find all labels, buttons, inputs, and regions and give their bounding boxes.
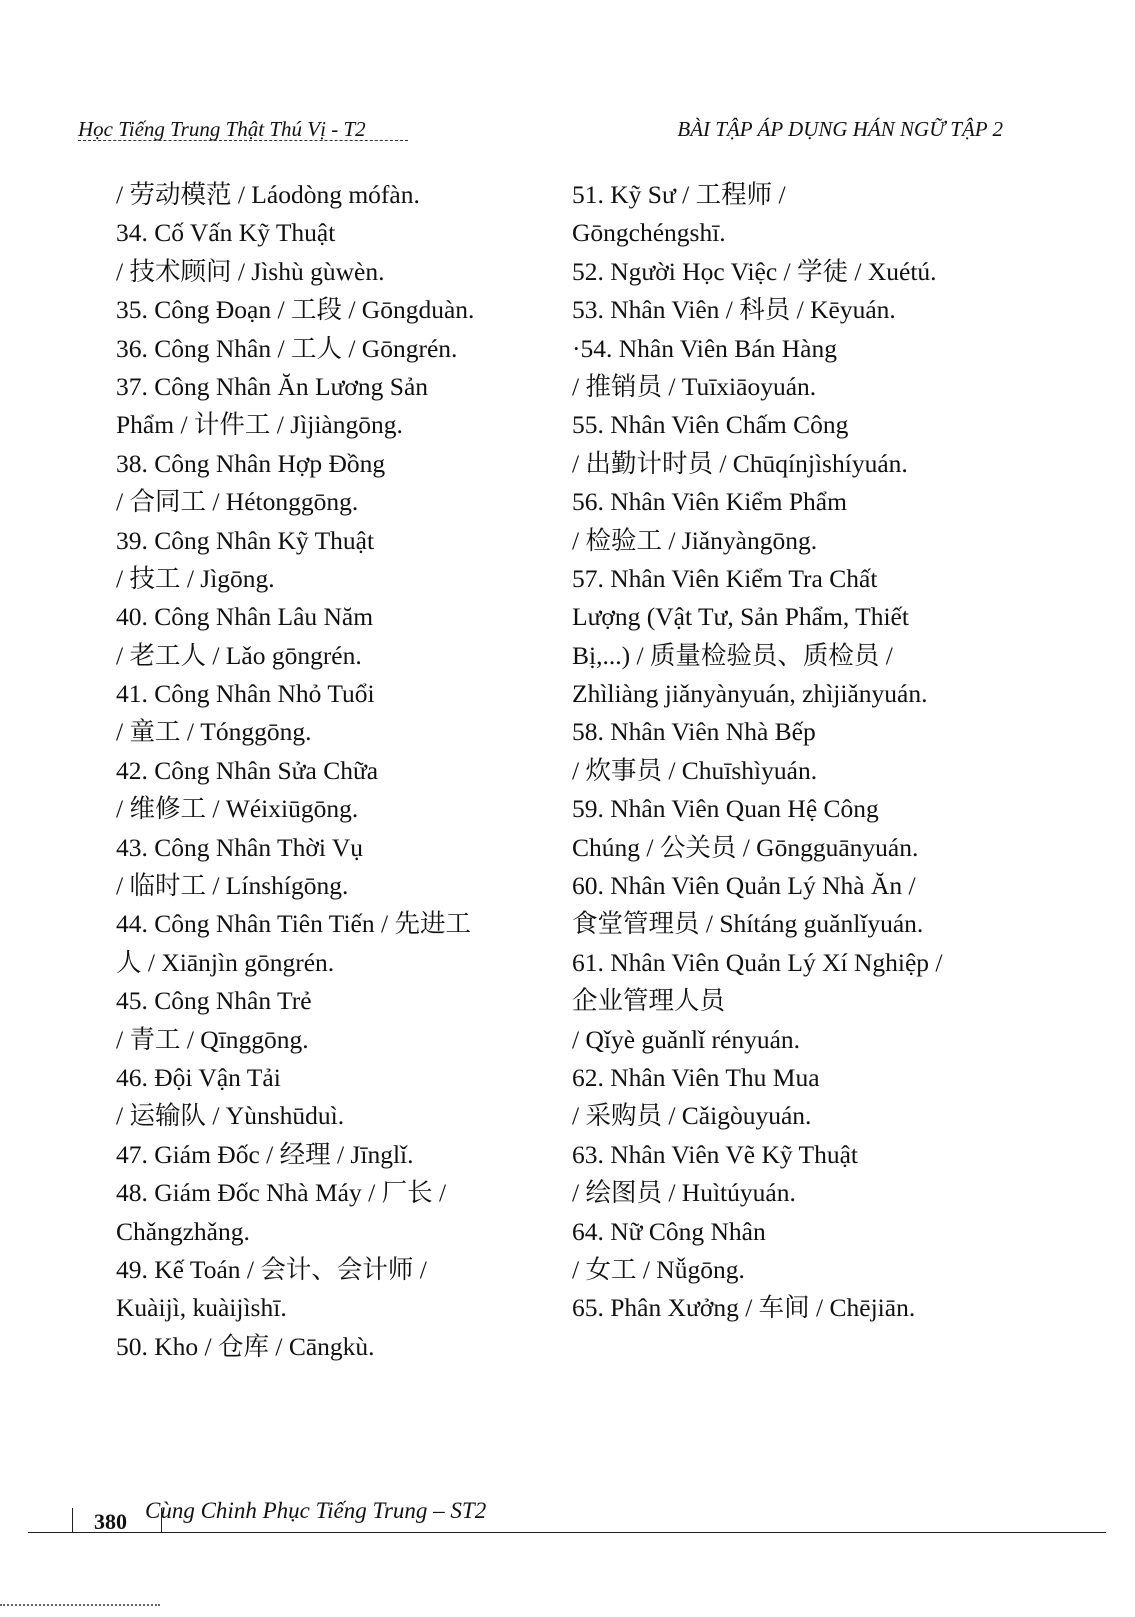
vocab-line: 50. Kho / 仓库 / Cāngkù. [116,1331,375,1361]
vocab-line: Phẩm / 计件工 / Jìjiàngōng. [116,410,403,440]
right-column [572,176,1002,1328]
vocab-line: / 出勤计时员 / Chūqínjìshíyuán. [572,448,908,478]
vocab-line: / 炊事员 / Chuīshìyuán. [572,755,818,785]
vocab-line: 41. Công Nhân Nhỏ Tuổi [116,679,375,709]
footer-title: Cùng Chinh Phục Tiếng Trung – ST2 [145,1498,487,1523]
vocab-line: 43. Công Nhân Thời Vụ [116,832,364,862]
vocab-line: 64. Nữ Công Nhân [572,1216,766,1246]
vocab-line: / 女工 / Nǚgōng. [572,1254,745,1284]
vocab-line: Gōngchéngshī. [572,218,726,248]
vocab-line: / 合同工 / Hétonggōng. [116,487,359,517]
vocab-line: / 青工 / Qīnggōng. [116,1024,309,1054]
vocab-line: 食堂管理员 / Shítáng guǎnlǐyuán. [572,909,924,939]
vocab-line: 45. Công Nhân Trẻ [116,986,312,1016]
vocab-line: Zhìliàng jiǎnyànyuán, zhìjiǎnyuán. [572,679,928,709]
vocab-line: / 劳动模范 / Láodòng mófàn. [116,180,420,209]
vocab-line: / Qǐyè guǎnlǐ rényuán. [572,1024,801,1054]
header-underline [78,140,408,141]
vocab-line: 36. Công Nhân / 工人 / Gōngrén. [116,333,458,363]
vocab-line: 59. Nhân Viên Quan Hệ Công [572,794,879,824]
vocab-line: 47. Giám Đốc / 经理 / Jīnglǐ. [116,1139,414,1169]
vocab-line: 48. Giám Đốc Nhà Máy / 厂长 / [116,1178,447,1208]
vocab-line: 34. Cố Vấn Kỹ Thuật [116,218,336,248]
vocab-line: 62. Nhân Viên Thu Mua [572,1062,820,1092]
vocab-line: 39. Công Nhân Kỹ Thuật [116,525,375,555]
vocab-line: 38. Công Nhân Hợp Đồng [116,448,386,478]
vocab-line: 44. Công Nhân Tiên Tiến / 先进工 [116,909,471,939]
vocab-line: 40. Công Nhân Lâu Năm [116,602,374,632]
vocab-line: 61. Nhân Viên Quản Lý Xí Nghiệp / [572,947,943,977]
vocab-line: / 检验工 / Jiǎnyàngōng. [572,525,818,555]
vocab-line: 56. Nhân Viên Kiểm Phẩm [572,487,847,517]
vocab-line: 53. Nhân Viên / 科员 / Kēyuán. [572,295,896,325]
vocab-line: Chǎngzhǎng. [116,1216,250,1246]
vocab-line: 55. Nhân Viên Chấm Công [572,410,849,440]
vocab-line: / 绘图员 / Huìtúyuán. [572,1178,796,1208]
vocab-line: 51. Kỹ Sư / 工程师 / [572,180,786,209]
vocab-line: Chúng / 公关员 / Gōngguānyuán. [572,832,919,862]
vocab-line: / 技工 / Jìgōng. [116,563,275,593]
vocab-line: Lượng (Vật Tư, Sản Phẩm, Thiết [572,602,909,632]
running-header-right: BÀI TẬP ÁP DỤNG HÁN NGỮ TẬP 2 [677,117,1003,141]
vocab-line: 52. Người Học Việc / 学徒 / Xuétú. [572,256,937,286]
vocab-line: Kuàijì, kuàijìshī. [116,1293,287,1323]
vocab-line: / 维修工 / Wéixiūgōng. [116,794,359,824]
footer-rule [28,1532,1106,1533]
vocab-line: 49. Kế Toán / 会计、会计师 / [116,1254,427,1284]
vocab-line: 46. Đội Vận Tải [116,1062,281,1092]
vocab-line: / 临时工 / Línshígōng. [116,871,349,901]
running-header-left: Học Tiếng Trung Thật Thú Vị - T2 [78,117,366,141]
vocab-line: 企业管理人员 [572,986,726,1016]
page-number: 380 [94,1509,127,1534]
vocab-line: / 推销员 / Tuīxiāoyuán. [572,371,817,401]
vocab-line: Bị,...) / 质量检验员、质检员 / [572,640,893,670]
scan-edge-marks [0,1604,160,1612]
vocab-line: 57. Nhân Viên Kiểm Tra Chất [572,563,878,593]
vocab-line: ·54. Nhân Viên Bán Hàng [572,333,837,363]
vocab-line: / 采购员 / Cǎigòuyuán. [572,1101,812,1131]
vocab-line: 65. Phân Xưởng / 车间 / Chējiān. [572,1293,916,1323]
vocab-line: 63. Nhân Viên Vẽ Kỹ Thuật [572,1139,859,1169]
vocab-line: 人 / Xiānjìn gōngrén. [116,947,335,977]
vocab-line: 42. Công Nhân Sửa Chữa [116,755,379,785]
vocab-line: / 老工人 / Lǎo gōngrén. [116,640,362,670]
left-column [116,176,536,1366]
vocab-line: / 技术顾问 / Jìshù gùwèn. [116,256,385,286]
vocab-line: / 运输队 / Yùnshūduì. [116,1101,345,1131]
vocab-line: 58. Nhân Viên Nhà Bếp [572,717,816,747]
vocab-line: / 童工 / Tónggōng. [116,717,312,747]
vocab-line: 37. Công Nhân Ăn Lương Sản [116,371,429,401]
vocab-line: 35. Công Đoạn / 工段 / Gōngduàn. [116,295,475,325]
vocab-line: 60. Nhân Viên Quản Lý Nhà Ăn / [572,871,916,901]
